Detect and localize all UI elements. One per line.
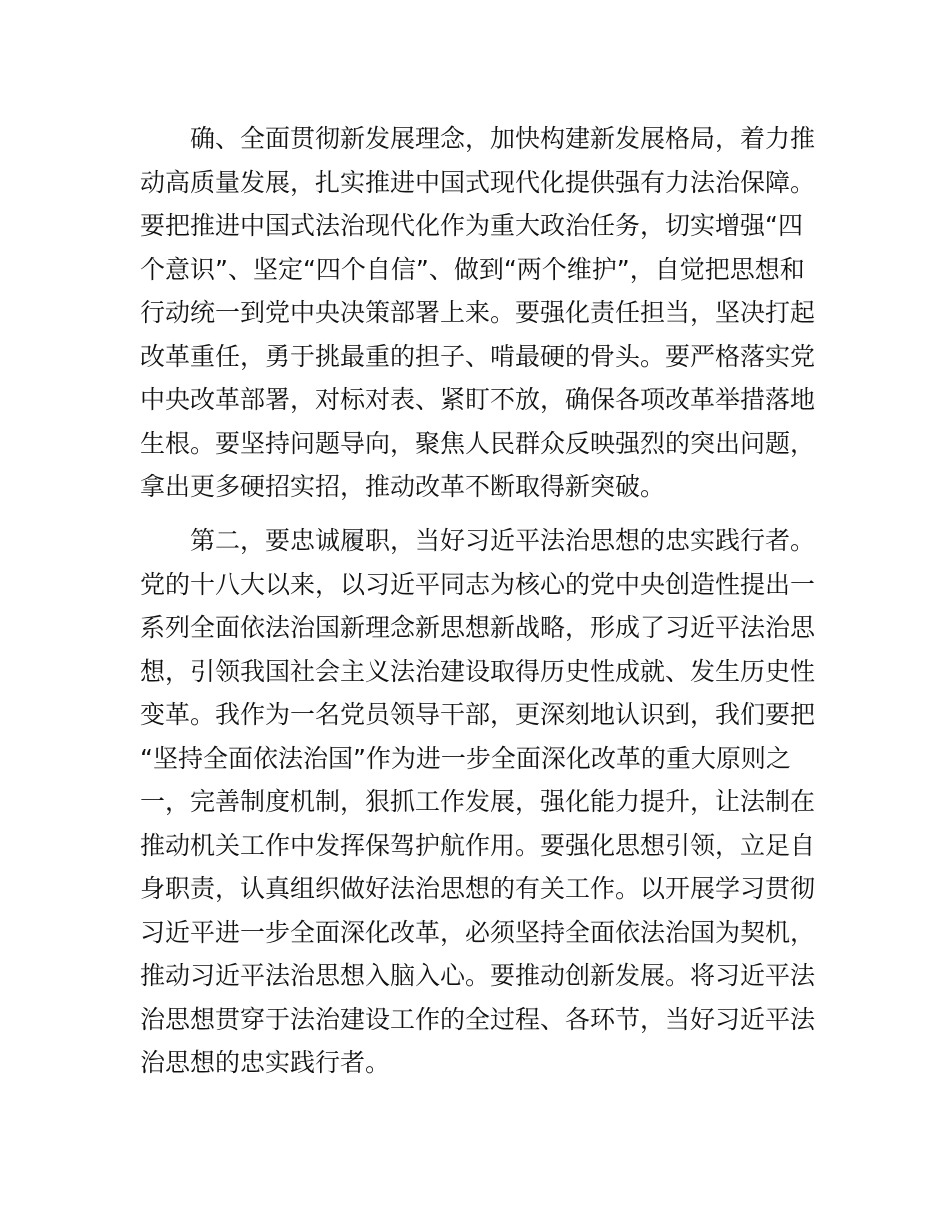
- paragraph-line: 第二，要忠诚履职，当好习近平法治思想的忠实践行者。: [190, 526, 816, 555]
- paragraph-line: 中央改革部署，对标对表、紧盯不放，确保各项改革举措落地: [140, 385, 816, 414]
- paragraph-1: [140, 117, 816, 509]
- paragraph-line: “坚持全面依法治国”作为进一步全面深化改革的重大原则之: [140, 743, 791, 773]
- paragraph-line: 要把推进中国式法治现代化作为重大政治任务，切实增强“四: [140, 211, 803, 240]
- paragraph-line: 改革重任，勇于挑最重的担子、啃最硬的骨头。要严格落实党: [140, 341, 816, 371]
- paragraph-line: 行动统一到党中央决策部署上来。要强化责任担当，坚决打起: [140, 298, 816, 327]
- paragraph-line: 生根。要坚持问题导向，聚焦人民群众反映强烈的突出问题，: [140, 428, 816, 458]
- paragraph-2: [140, 519, 816, 1085]
- paragraph-line: 想，引领我国社会主义法治建设取得历史性成就、发生历史性: [140, 656, 816, 686]
- paragraph-line: 个意识”、坚定“四个自信”、做到“两个维护”，自觉把思想和: [140, 254, 805, 284]
- paragraph-line: 习近平进一步全面深化改革，必须坚持全面依法治国为契机，: [140, 917, 816, 947]
- paragraph-line: 变革。我作为一名党员领导干部，更深刻地认识到，我们要把: [140, 700, 816, 729]
- paragraph-line: 治思想的忠实践行者。: [140, 1048, 391, 1077]
- paragraph-line: 推动机关工作中发挥保驾护航作用。要强化思想引领，立足自: [140, 830, 816, 860]
- paragraph-line: 拿出更多硬招实招，推动改革不断取得新突破。: [140, 472, 666, 501]
- paragraph-line: 系列全面依法治国新理念新思想新战略，形成了习近平法治思: [140, 613, 816, 642]
- paragraph-line: 一，完善制度机制，狠抓工作发展，强化能力提升，让法制在: [140, 787, 816, 816]
- paragraph-line: 治思想贯穿于法治建设工作的全过程、各环节，当好习近平法: [140, 1004, 816, 1034]
- paragraph-line: 身职责，认真组织做好法治思想的有关工作。以开展学习贯彻: [140, 874, 816, 903]
- paragraph-line: 推动习近平法治思想入脑入心。要推动创新发展。将习近平法: [140, 961, 816, 990]
- paragraph-line: 动高质量发展，扎实推进中国式现代化提供强有力法治保障。: [140, 167, 816, 197]
- paragraph-line: 确、全面贯彻新发展理念，加快构建新发展格局，着力推: [190, 124, 816, 153]
- paragraph-line: 党的十八大以来，以习近平同志为核心的党中央创造性提出一: [140, 569, 816, 599]
